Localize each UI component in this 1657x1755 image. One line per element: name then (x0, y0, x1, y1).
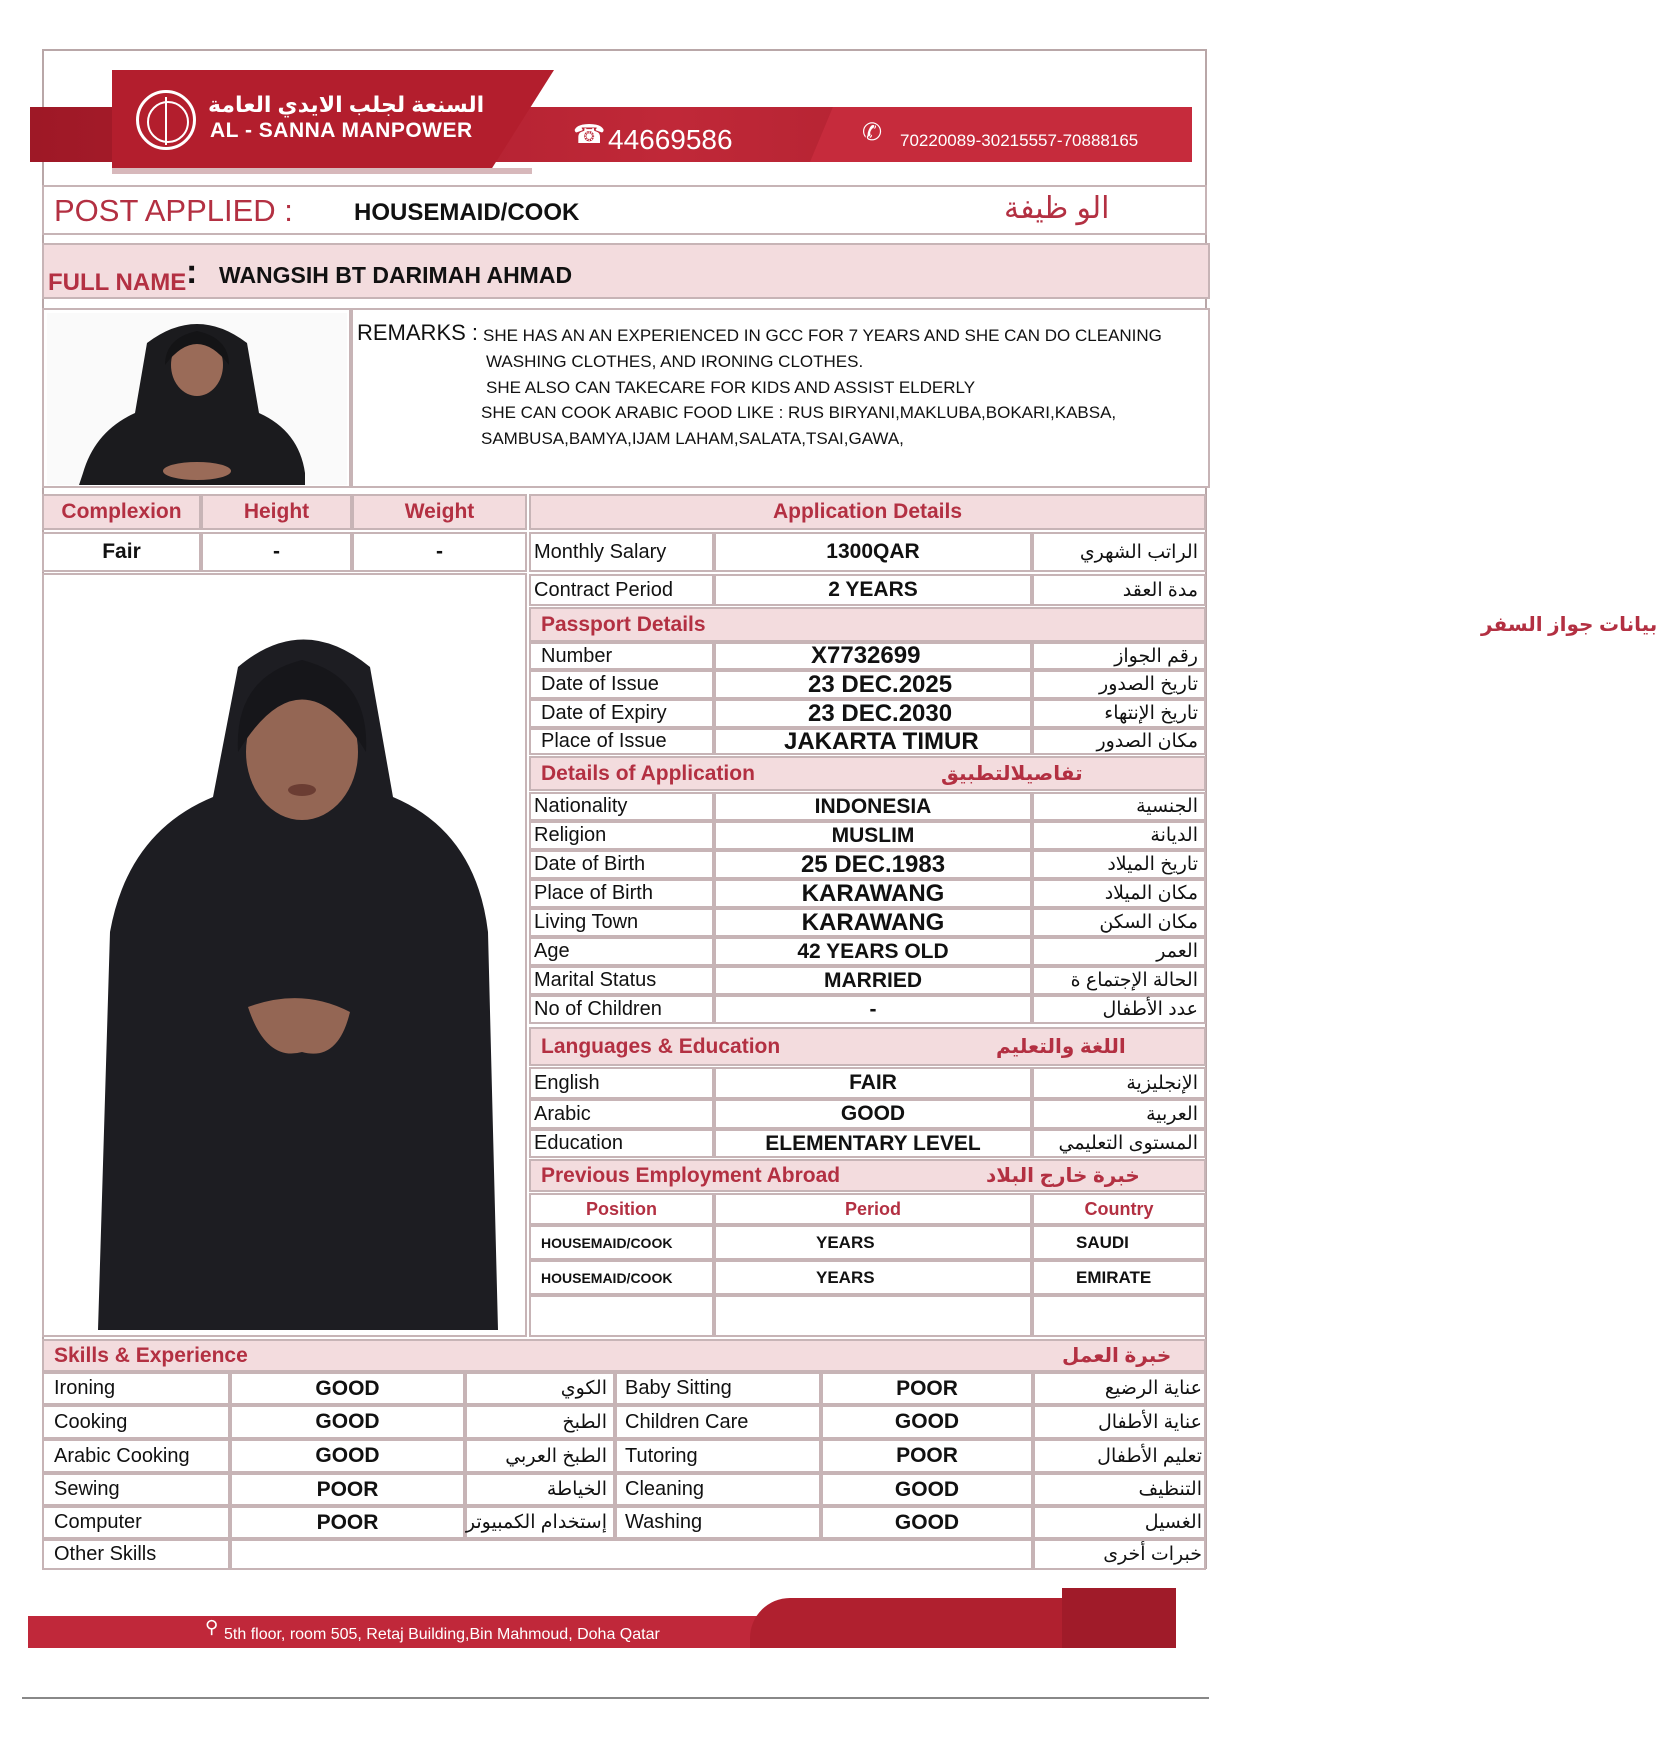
skills-experience-section (42, 1339, 1206, 1372)
employment-2-period: YEARS (714, 1260, 1032, 1295)
arabic-arabic: العربية (1032, 1099, 1206, 1129)
post-applied-row (42, 185, 1207, 235)
complexion-value: Fair (42, 532, 201, 572)
full-name-value: WANGSIH BT DARIMAH AHMAD (219, 262, 573, 288)
mobile-numbers: 70220089-30215557-70888165 (900, 131, 1139, 150)
skill-baby-sitting-arabic: عناية الرضيع (1033, 1372, 1206, 1405)
skill-arabic-cooking-label: Arabic Cooking (42, 1439, 230, 1473)
mobile-phone-icon: ✆ (862, 119, 883, 146)
previous-employment-section (529, 1159, 1206, 1192)
nationality-arabic: الجنسية (1032, 792, 1206, 821)
brand-name-english: AL - SANNA MANPOWER (210, 119, 473, 142)
religion-label: Religion (529, 821, 714, 850)
employment-3-position (529, 1295, 714, 1337)
post-applied-label: POST APPLIED : (54, 193, 293, 228)
living-town-label: Living Town (529, 908, 714, 937)
place-of-birth-label: Place of Birth (529, 879, 714, 908)
passport-details-title: Passport Details (541, 612, 706, 636)
skill-arabic-cooking-value: GOOD (230, 1439, 465, 1473)
skill-sewing-arabic: الخياطة (465, 1473, 615, 1506)
religion-arabic: الديانة (1032, 821, 1206, 850)
post-applied-value: HOUSEMAID/COOK (354, 199, 580, 226)
skills-experience-title: Skills & Experience (54, 1343, 248, 1367)
remarks-line-4: SHE CAN COOK ARABIC FOOD LIKE : RUS BIRYANI,MAKLUBA,BOKARI,KABSA, (481, 403, 1117, 422)
skills-experience-title-arabic: خبرة العمل (1062, 1345, 1172, 1367)
skill-cooking-label: Cooking (42, 1405, 230, 1439)
weight-value: - (352, 532, 527, 572)
place-of-issue-arabic: مكان الصدور (1032, 728, 1206, 755)
age-label: Age (529, 937, 714, 966)
height-value: - (201, 532, 352, 572)
brand-name-arabic: السنعة لجلب الايدي العامة (208, 92, 485, 117)
details-of-application-title-arabic: تفاصيلالتطبيق (941, 763, 1083, 785)
remarks-cell (351, 308, 1210, 488)
skill-computer-value: POOR (230, 1506, 465, 1539)
place-of-issue-value: JAKARTA TIMUR (714, 728, 1032, 755)
passport-number-value: X7732699 (714, 642, 1032, 670)
english-label: English (529, 1067, 714, 1099)
height-header: Height (201, 494, 352, 530)
employment-1-period: YEARS (714, 1225, 1032, 1260)
passport-number-arabic: رقم الجواز (1032, 642, 1206, 670)
location-pin-icon: ⚲ (205, 1617, 219, 1637)
skill-baby-sitting-value: POOR (821, 1372, 1033, 1405)
skill-cleaning-arabic: التنظيف (1033, 1473, 1206, 1506)
details-of-application-section (529, 756, 1206, 791)
monthly-salary-arabic: الراتب الشهري (1032, 532, 1206, 572)
footer-tab (1062, 1588, 1176, 1648)
remarks-line-1: SHE HAS AN AN EXPERIENCED IN GCC FOR 7 YEARS AND SHE CAN DO CLEANING (483, 326, 1162, 345)
country-header: Country (1032, 1193, 1206, 1225)
nationality-value: INDONESIA (714, 792, 1032, 821)
employment-1-country: SAUDI (1032, 1225, 1206, 1260)
remarks-line-2: WASHING CLOTHES, AND IRONING CLOTHES. (486, 352, 864, 371)
education-arabic: المستوى التعليمي (1032, 1129, 1206, 1158)
weight-header: Weight (352, 494, 527, 530)
date-of-issue-label: Date of Issue (529, 670, 714, 699)
skill-children-care-arabic: عناية الأطفال (1033, 1405, 1206, 1439)
education-value: ELEMENTARY LEVEL (714, 1129, 1032, 1158)
english-value: FAIR (714, 1067, 1032, 1099)
remarks-label: REMARKS : (357, 320, 479, 345)
place-of-issue-label: Place of Issue (529, 728, 714, 755)
languages-education-title: Languages & Education (541, 1034, 781, 1058)
date-of-issue-value: 23 DEC.2025 (714, 670, 1032, 699)
employment-3-country (1032, 1295, 1206, 1337)
skill-tutoring-label: Tutoring (615, 1439, 821, 1473)
complexion-header: Complexion (42, 494, 201, 530)
arabic-label: Arabic (529, 1099, 714, 1129)
age-value: 42 YEARS OLD (714, 937, 1032, 966)
monthly-salary-value: 1300QAR (714, 532, 1032, 572)
skill-children-care-value: GOOD (821, 1405, 1033, 1439)
date-of-expiry-label: Date of Expiry (529, 699, 714, 728)
position-header: Position (529, 1193, 714, 1225)
languages-education-section (529, 1027, 1206, 1066)
other-skills-label: Other Skills (42, 1539, 230, 1570)
skill-washing-arabic: الغسيل (1033, 1506, 1206, 1539)
phone-number: 44669586 (608, 124, 733, 155)
previous-employment-title: Previous Employment Abroad (541, 1163, 841, 1187)
other-skills-arabic: خبرات أخرى (1033, 1539, 1206, 1570)
place-of-birth-arabic: مكان الميلاد (1032, 879, 1206, 908)
employment-3-period (714, 1295, 1032, 1337)
skill-sewing-value: POOR (230, 1473, 465, 1506)
marital-status-label: Marital Status (529, 966, 714, 995)
date-of-birth-value: 25 DEC.1983 (714, 850, 1032, 879)
skill-washing-value: GOOD (821, 1506, 1033, 1539)
date-of-expiry-arabic: تاريخ الإنتهاء (1032, 699, 1206, 728)
living-town-value: KARAWANG (714, 908, 1032, 937)
skill-cooking-value: GOOD (230, 1405, 465, 1439)
skill-ironing-label: Ironing (42, 1372, 230, 1405)
footer-address: 5th floor, room 505, Retaj Building,Bin Mahmoud, Doha Qatar (224, 1626, 660, 1643)
no-of-children-arabic: عدد الأطفال (1032, 995, 1206, 1024)
application-details-title: Application Details (529, 494, 1206, 530)
contract-period-value: 2 YEARS (714, 574, 1032, 606)
full-name-label: FULL NAME (48, 269, 187, 296)
employment-2-country: EMIRATE (1032, 1260, 1206, 1295)
no-of-children-label: No of Children (529, 995, 714, 1024)
skill-arabic-cooking-arabic: الطبخ العربي (465, 1439, 615, 1473)
passport-number-label: Number (529, 642, 714, 670)
living-town-arabic: مكان السكن (1032, 908, 1206, 937)
remarks-line-3: SHE ALSO CAN TAKECARE FOR KIDS AND ASSIST ELDERLY (486, 378, 976, 397)
place-of-birth-value: KARAWANG (714, 879, 1032, 908)
no-of-children-value: - (714, 995, 1032, 1024)
age-arabic: العمر (1032, 937, 1206, 966)
marital-status-arabic: الحالة الإجتماع ة (1032, 966, 1206, 995)
skill-computer-label: Computer (42, 1506, 230, 1539)
passport-details-title-arabic: بيانات جواز السفر (1481, 614, 1657, 636)
skill-cleaning-value: GOOD (821, 1473, 1033, 1506)
page-bottom-rule (22, 1697, 1209, 1699)
employment-1-position: HOUSEMAID/COOK (529, 1225, 714, 1260)
languages-education-title-arabic: اللغة والتعليم (996, 1036, 1126, 1058)
skill-tutoring-arabic: تعليم الأطفال (1033, 1439, 1206, 1473)
skill-children-care-label: Children Care (615, 1405, 821, 1439)
passport-details-section (529, 607, 1657, 642)
post-applied-label-arabic: الو ظيفة (1004, 192, 1110, 225)
marital-status-value: MARRIED (714, 966, 1032, 995)
previous-employment-title-arabic: خبرة خارج البلاد (986, 1165, 1140, 1187)
skill-ironing-arabic: الكوي (465, 1372, 615, 1405)
skill-sewing-label: Sewing (42, 1473, 230, 1506)
date-of-issue-arabic: تاريخ الصدور (1032, 670, 1206, 699)
other-skills-value (230, 1539, 1033, 1570)
skill-computer-arabic: إستخدام الكمبيوتر (465, 1506, 615, 1539)
globe-logo-icon (136, 90, 196, 150)
arabic-value: GOOD (714, 1099, 1032, 1129)
skill-baby-sitting-label: Baby Sitting (615, 1372, 821, 1405)
skill-tutoring-value: POOR (821, 1439, 1033, 1473)
date-of-birth-label: Date of Birth (529, 850, 714, 879)
full-name-row (42, 243, 1210, 299)
telephone-icon: ☎ (573, 119, 606, 149)
remarks-line-5: SAMBUSA,BAMYA,IJAM LAHAM,SALATA,TSAI,GAWA, (481, 429, 904, 448)
religion-value: MUSLIM (714, 821, 1032, 850)
education-label: Education (529, 1129, 714, 1158)
date-of-birth-arabic: تاريخ الميلاد (1032, 850, 1206, 879)
period-header: Period (714, 1193, 1032, 1225)
full-name-colon: : (186, 253, 198, 291)
contract-period-arabic: مدة العقد (1032, 574, 1206, 606)
candidate-photo-small (47, 313, 347, 485)
skill-cleaning-label: Cleaning (615, 1473, 821, 1506)
english-arabic: الإنجليزية (1032, 1067, 1206, 1099)
contract-period-label: Contract Period (529, 574, 714, 606)
header-banner-shadow (112, 168, 532, 174)
date-of-expiry-value: 23 DEC.2030 (714, 699, 1032, 728)
skill-washing-label: Washing (615, 1506, 821, 1539)
nationality-label: Nationality (529, 792, 714, 821)
employment-2-position: HOUSEMAID/COOK (529, 1260, 714, 1295)
candidate-photo-large (88, 612, 518, 1330)
skill-ironing-value: GOOD (230, 1372, 465, 1405)
details-of-application-title: Details of Application (541, 761, 755, 785)
monthly-salary-label: Monthly Salary (529, 532, 714, 572)
skill-cooking-arabic: الطبخ (465, 1405, 615, 1439)
